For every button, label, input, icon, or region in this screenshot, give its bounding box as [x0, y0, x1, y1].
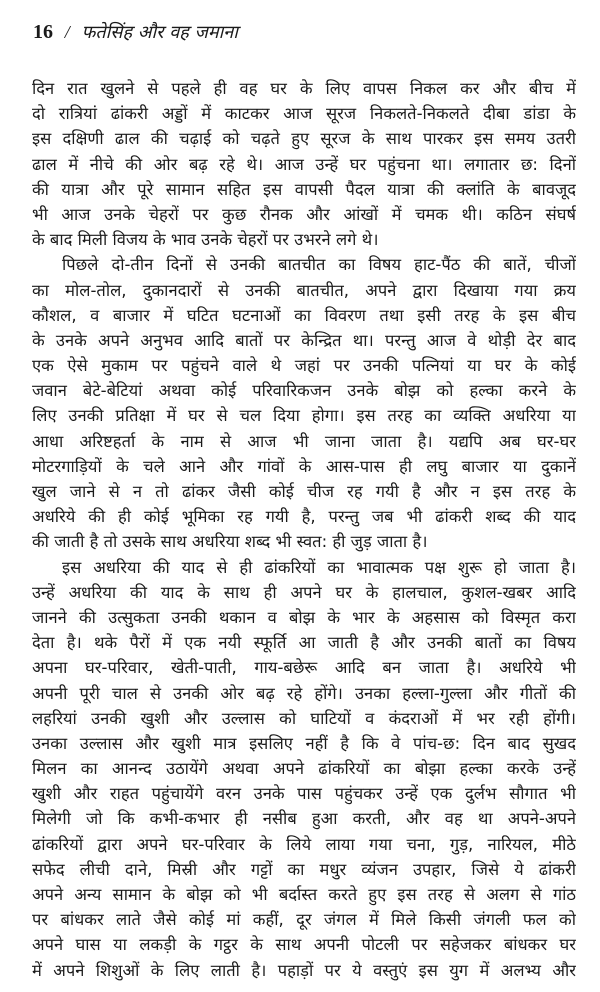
text-line: का मोल-तोल, दुकानदारों से उनकी बातचीत, अपने द्वारा दिखाया गया क्रय	[32, 280, 576, 300]
text-line: अपने अन्य सामान के बोझ को भी बर्दास्त करते हुए इस तरह से अलग से गांठ	[32, 885, 576, 904]
running-header	[33, 20, 238, 44]
text-line: इस दक्षिणी ढाल की चढ़ाई को चढ़ते हुए सूरज के साथ पारकर इस समय उतरी	[32, 129, 576, 149]
text-line: एक ऐसे मुकाम पर पहुंचने वाले थे जहां पर उनकी पत्नियां या घर के कोई	[32, 356, 576, 376]
body-text	[32, 76, 576, 983]
text-line: की यात्रा और पूरे सामान सहित इस वापसी पैदल यात्रा की क्लांति के बावजूद	[32, 179, 576, 199]
paragraph	[32, 555, 576, 983]
text-line: उनका उल्लास और खुशी मात्र इसलिए नहीं है कि वे पांच-छ: दिन बाद सुखद	[32, 733, 576, 753]
text-line: लहरियां उनकी खुशी और उल्लास को घाटियों व कंदराओं में भर रही होंगी।	[32, 708, 576, 728]
text-line: अपना घर-परिवार, खेती-पाती, गाय-बछेरू आदि बन जाता है। अधरिये भी	[32, 658, 576, 678]
text-line: जानने की उत्सुकता उनकी थकान व बोझ के भार के अहसास को विस्मृत करा	[32, 607, 576, 627]
text-line: में अपने शिशुओं के लिए लाती है। पहाड़ों पर ये वस्तुएं इस युग में अलभ्य और	[32, 960, 576, 980]
text-line: मोटरगाड़ियों के चले आने और गांवों के आस-पास ही लघु बाजार या दुकानें	[32, 456, 576, 476]
text-line: के उनके अपने अनुभव आदि बातों पर केन्द्रित था। परन्तु आज वे थोड़ी देर बाद	[32, 330, 576, 350]
text-line: आधा अरिष्टहर्ता के नाम से आज भी जाना जाता है। यद्यपि अब घर-घर	[32, 431, 576, 451]
text-line: पर बांधकर लाते जैसे कोई मां कहीं, दूर जंगल में मिले किसी जंगली फल को	[32, 910, 576, 930]
text-line: कौशल, व बाजार में घटित घटनाओं का विवरण तथा इसी तरह के इस बीच	[32, 305, 576, 325]
text-line: ढांकरियों द्वारा अपने घर-परिवार के लिये लाया गया चना, गुड़, नारियल, मीठे	[32, 834, 576, 854]
text-line: खुशी और राहत पहुंचायेंगे वरन उनके पास पहुंचकर उन्हें एक दुर्लभ सौगात भी	[32, 784, 576, 804]
text-line: मिलेगी जो कि कभी-कभार ही नसीब हुआ करती, और वह था अपने-अपने	[32, 809, 576, 829]
text-line: जवान बेटे-बेटियां अथवा कोई परिवारिकजन उनके बोझ को हल्का करने के	[32, 381, 576, 401]
text-line: भी आज उनके चेहरों पर कुछ रौनक और आंखों में चमक थी। कठिन संघर्ष	[32, 204, 576, 224]
page-number: 16	[33, 21, 53, 43]
text-line: अधरिये की ही कोई भूमिका रह गयी है, परन्तु जब भी ढांकरी शब्द की याद	[32, 507, 576, 527]
text-line: देता है। थके पैरों में एक नयी स्फूर्ति आ जाती है और उनकी बातों का विषय	[32, 633, 576, 653]
text-line: खुल जाने से न तो ढांकर जैसी कोई चीज रह गयी है और न इस तरह के	[32, 482, 576, 501]
running-title: फतेसिंह और वह जमाना	[81, 22, 238, 43]
text-line: की जाती है तो उसके साथ अधरिया शब्द भी स्वत: ही जुड़ जाता है।	[32, 532, 428, 552]
text-line: इस अधरिया की याद से ही ढांकरियों का भावात्मक पक्ष शुरू हो जाता है।	[62, 557, 576, 577]
text-line: दो रात्रियां ढांकरी अड्डों में काटकर आज सूरज निकलते-निकलते दीबा डांडा के	[32, 104, 576, 124]
paragraph	[32, 76, 576, 252]
text-line: ढाल में नीचे की ओर बढ़ रहे थे। आज उन्हें घर पहुंचना था। लगातार छ: दिनों	[32, 154, 576, 174]
text-line: अपनी पूरी चाल से उनकी ओर बढ़ रहे होंगे। उनका हल्ला-गुल्ला और गीतों की	[32, 683, 576, 703]
paragraph	[32, 252, 576, 554]
text-line: मिलन का आनन्द उठायेंगे अथवा अपने ढांकरियों का बोझा हल्का करके उन्हें	[32, 759, 576, 779]
text-line: सफेद लीची दाने, मिस्री और गट्टों का मधुर व्यंजन उपहार, जिसे ये ढांकरी	[32, 859, 576, 879]
text-line: अपने घास या लकड़ी के गट्ठर के साथ अपनी पोटली पर सहेजकर बांधकर घर	[32, 935, 576, 955]
text-line: दिन रात खुलने से पहले ही वह घर के लिए वापस निकल कर और बीच में	[32, 79, 576, 98]
header-separator: /	[64, 22, 70, 42]
text-line: पिछले दो-तीन दिनों से उनकी बातचीत का विषय हाट-पैंठ की बातें, चीजों	[62, 255, 576, 275]
text-line: उन्हें अधरिया की याद के साथ ही अपने घर के हालचाल, कुशल-खबर आदि	[32, 582, 576, 602]
text-line: के बाद मिली विजय के भाव उनके चेहरों पर उभरने लगे थे।	[32, 230, 379, 250]
text-line: लिए उनकी प्रतिक्षा में घर से चल दिया होगा। इस तरह का व्यक्ति अधरिया या	[32, 406, 576, 426]
